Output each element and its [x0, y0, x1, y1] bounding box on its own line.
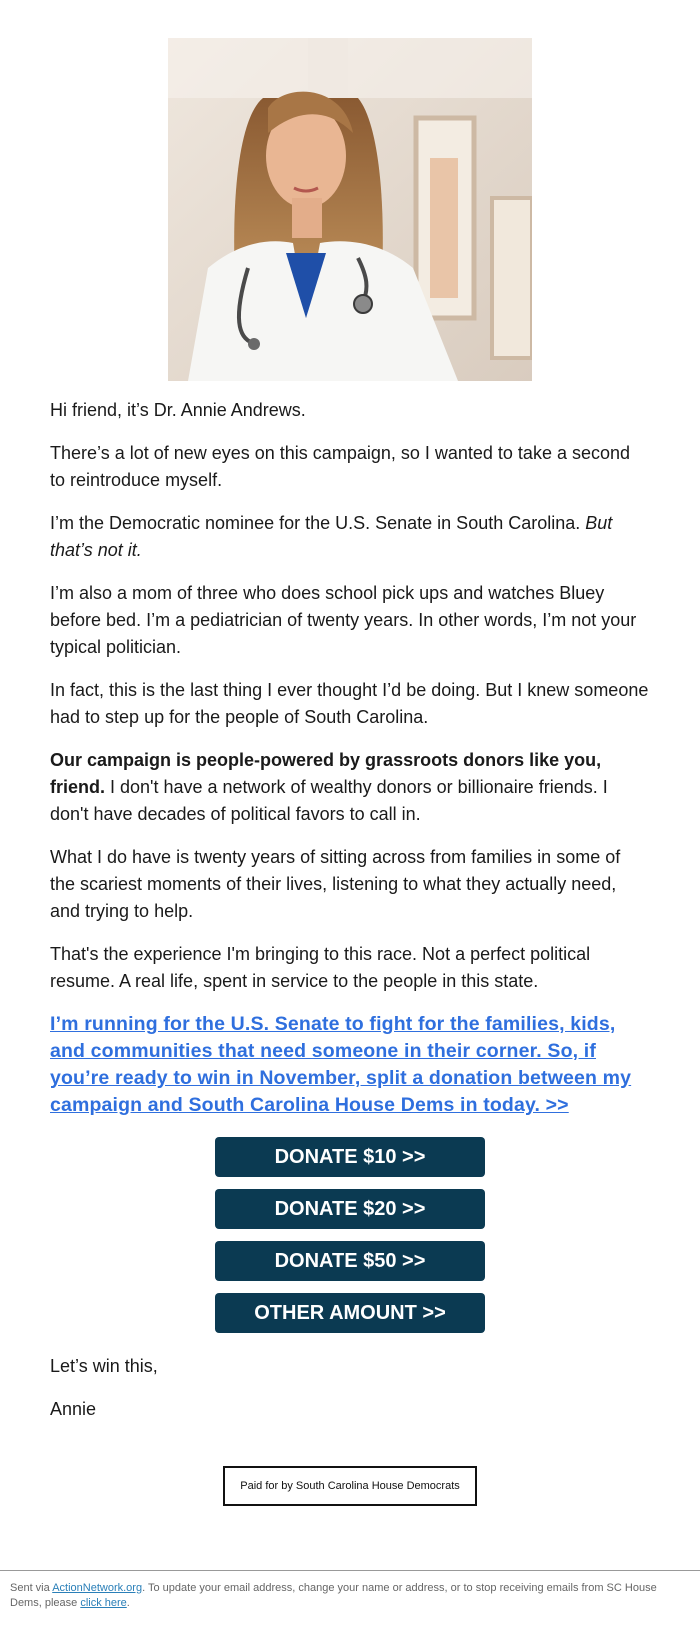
footer-suffix: . — [126, 1597, 130, 1609]
paragraph-last-thing: In fact, this is the last thing I ever thought I’d be doing. But I knew someone had to step up for the people of South Carolina. — [50, 680, 649, 727]
hero-photo — [168, 38, 532, 381]
donate-buttons — [50, 1137, 650, 1333]
paid-for-disclaimer: Paid for by South Carolina House Democrats — [223, 1466, 477, 1506]
paragraph-experience: What I do have is twenty years of sitting across from families in some of the scariest moments of their lives, listening to what they actually need, and trying to help. — [50, 847, 621, 921]
donate-50-button[interactable]: DONATE $50 >> — [215, 1241, 485, 1281]
paragraph-intro: There’s a lot of new eyes on this campaign, so I wanted to take a second to reintroduce myself. — [50, 443, 631, 490]
nominee-text: I’m the Democratic nominee for the U.S. Senate in South Carolina. — [50, 513, 586, 533]
email-body — [50, 397, 650, 1439]
paragraph-nominee — [50, 510, 650, 564]
paragraph-resume: That's the experience I'm bringing to this race. Not a perfect political resume. A real life, spent in service to the people in this state. — [50, 944, 591, 991]
signoff: Let’s win this, — [50, 1356, 158, 1376]
other-amount-button[interactable]: OTHER AMOUNT >> — [215, 1293, 485, 1333]
footer-prefix: Sent via — [10, 1582, 53, 1594]
paragraph-mom: I’m also a mom of three who does school pick ups and watches Bluey before bed. I’m a pediatrician of twenty years. In other words, I’m not your typical politician. — [50, 583, 637, 657]
paragraph-grassroots — [50, 747, 650, 828]
footer-middle: . To update your email address, change your name or address, or to stop receiving emails from SC House Dems, please — [10, 1582, 657, 1609]
donate-10-button[interactable]: DONATE $10 >> — [215, 1137, 485, 1177]
actionnetwork-link[interactable]: ActionNetwork.org — [52, 1582, 143, 1594]
greeting: Hi friend, it’s Dr. Annie Andrews. — [50, 400, 306, 420]
email-footer — [0, 1570, 700, 1611]
nominee-italic: But that’s not it. — [50, 513, 613, 560]
donate-20-button[interactable]: DONATE $20 >> — [215, 1189, 485, 1229]
signature: Annie — [50, 1399, 97, 1419]
grassroots-rest: I don't have a network of wealthy donors or billionaire friends. I don't have decades of political favors to call in. — [50, 777, 608, 824]
donate-cta-link[interactable]: I’m running for the U.S. Senate to fight for the families, kids, and communities that need someone in their corner. So, if you’re ready to win in November, split a donation between my campaign and South Carolina House Dems in today. >> — [50, 1013, 632, 1116]
unsubscribe-link[interactable]: click here — [80, 1597, 127, 1609]
grassroots-bold: Our campaign is people-powered by grassroots donors like you, friend. — [50, 750, 602, 797]
